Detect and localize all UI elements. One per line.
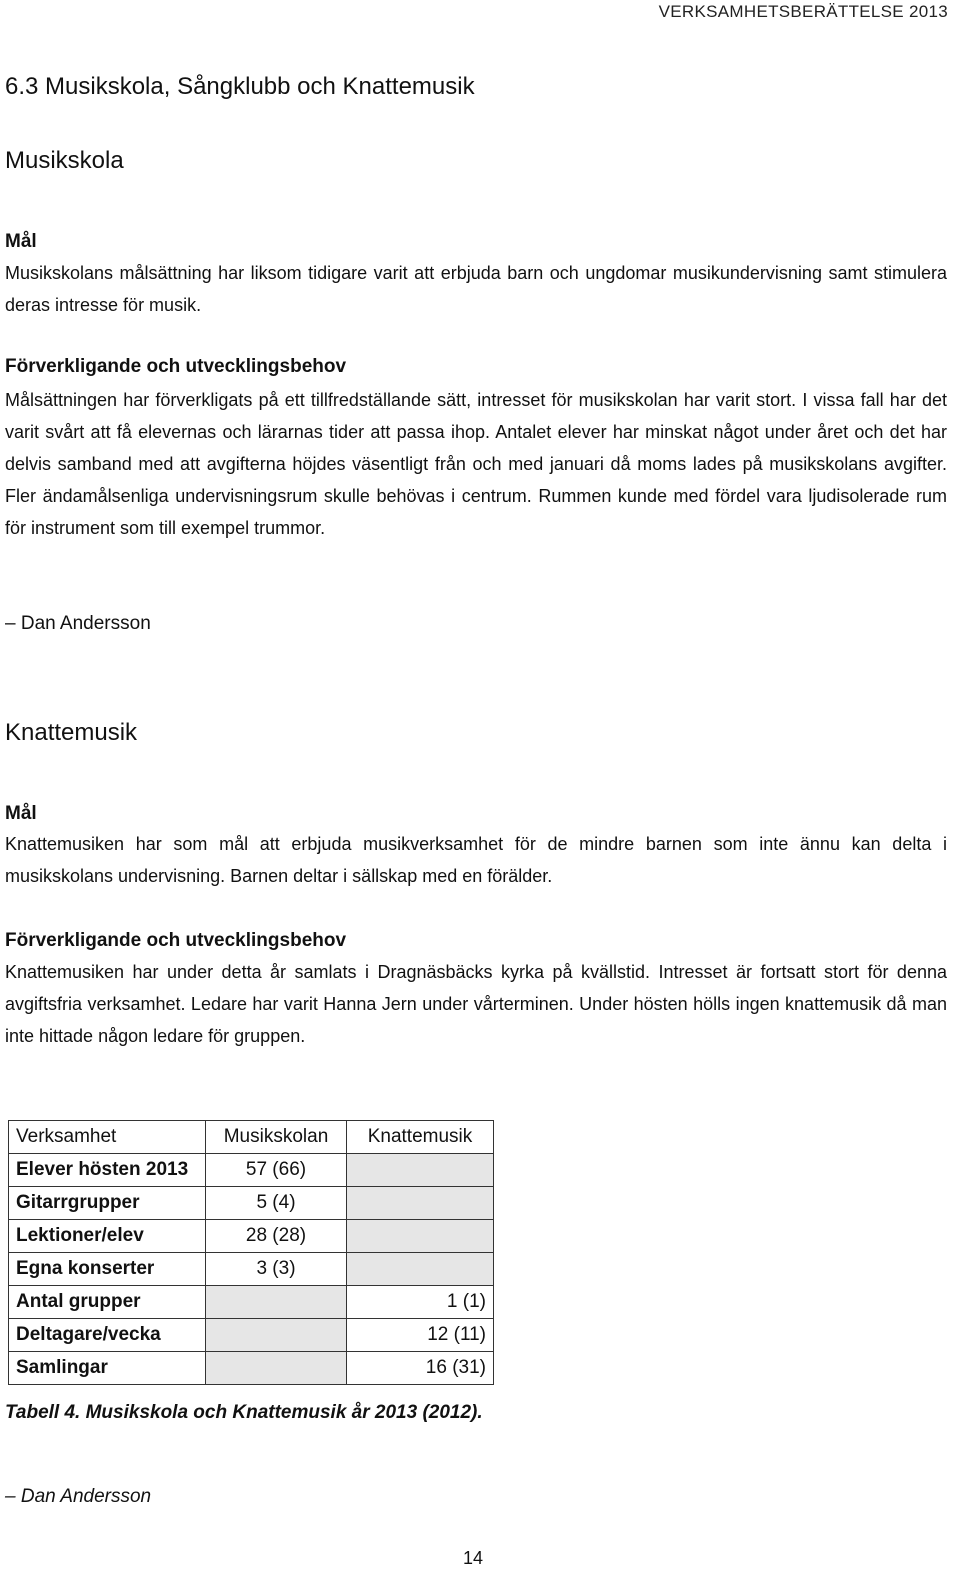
row-knattemusik: 16 (31)	[347, 1352, 494, 1385]
row-musikskolan: 3 (3)	[206, 1253, 347, 1286]
running-header: VERKSAMHETSBERÄTTELSE 2013	[658, 2, 948, 21]
table-row	[9, 1319, 494, 1352]
musikskola-heading: Musikskola	[5, 147, 124, 174]
knattemusik-heading: Knattemusik	[5, 719, 138, 746]
row-label: Samlingar	[9, 1352, 206, 1385]
header-musikskolan: Musikskolan	[206, 1121, 347, 1154]
musikskola-goal-label: Mål	[5, 231, 37, 252]
header-verksamhet: Verksamhet	[9, 1121, 206, 1154]
section-title: 6.3 Musikskola, Sångklubb och Knattemusik	[5, 73, 475, 100]
table-row	[9, 1253, 494, 1286]
row-musikskolan: 28 (28)	[206, 1220, 347, 1253]
table-row	[9, 1187, 494, 1220]
knattemusik-goal-label: Mål	[5, 803, 37, 824]
row-knattemusik	[347, 1187, 494, 1220]
musikskola-signature: – Dan Andersson	[5, 613, 151, 634]
table-row	[9, 1220, 494, 1253]
row-musikskolan: 5 (4)	[206, 1187, 347, 1220]
page-number: 14	[463, 1548, 484, 1568]
row-musikskolan	[206, 1286, 347, 1319]
row-knattemusik	[347, 1220, 494, 1253]
knattemusik-impl-text: Knattemusiken har under detta år samlats i Dragnäsbäcks kyrka på kvällstid. Intresset är fortsatt stort för denna avgiftsfria verksamhet. Ledare har varit Hanna Jern under vårterminen. Under hösten hölls ingen knattemusik då man inte hittade någon ledare för gruppen.	[5, 962, 947, 1046]
table-header-row	[9, 1121, 494, 1154]
knattemusik-impl-label: Förverkligande och utvecklingsbehov	[5, 930, 347, 951]
musikskola-goal-text: Musikskolans målsättning har liksom tidigare varit att erbjuda barn och ungdomar musikundervisning samt stimulera deras intresse för musik.	[5, 263, 947, 315]
row-label: Lektioner/elev	[9, 1220, 206, 1253]
row-knattemusik	[347, 1253, 494, 1286]
header-knattemusik: Knattemusik	[347, 1121, 494, 1154]
table-row	[9, 1352, 494, 1385]
row-knattemusik: 12 (11)	[347, 1319, 494, 1352]
row-musikskolan: 57 (66)	[206, 1154, 347, 1187]
musikskola-impl-text: Målsättningen har förverkligats på ett tillfredställande sätt, intresset för musikskolan har varit stort. I vissa fall har det varit svårt att få elevernas och lärarnas tider att passa ihop. Antalet elever har minskat något under året och det har delvis samband med att avgifterna höjdes väsentligt från och med januari då moms lades på musikskolans avgifter. Fler ändamålsenliga undervisningsrum skulle behövas i centrum. Rummen kunde med fördel vara ljudisolerade rum för instrument som till exempel trummor.	[5, 390, 947, 538]
footer-signature: – Dan Andersson	[5, 1486, 152, 1507]
stats-table	[8, 1120, 494, 1385]
row-label: Egna konserter	[9, 1253, 206, 1286]
musikskola-impl-label: Förverkligande och utvecklingsbehov	[5, 356, 347, 377]
knattemusik-goal-text: Knattemusiken har som mål att erbjuda musikverksamhet för de mindre barnen som inte ännu kan delta i musikskolans undervisning. Barnen deltar i sällskap med en förälder.	[5, 834, 947, 886]
row-label: Gitarrgrupper	[9, 1187, 206, 1220]
row-label: Elever hösten 2013	[9, 1154, 206, 1187]
table-caption: Tabell 4. Musikskola och Knattemusik år 2013 (2012).	[5, 1402, 483, 1423]
row-musikskolan	[206, 1319, 347, 1352]
table-row	[9, 1286, 494, 1319]
row-knattemusik: 1 (1)	[347, 1286, 494, 1319]
row-musikskolan	[206, 1352, 347, 1385]
row-label: Antal grupper	[9, 1286, 206, 1319]
row-knattemusik	[347, 1154, 494, 1187]
table-row	[9, 1154, 494, 1187]
row-label: Deltagare/vecka	[9, 1319, 206, 1352]
